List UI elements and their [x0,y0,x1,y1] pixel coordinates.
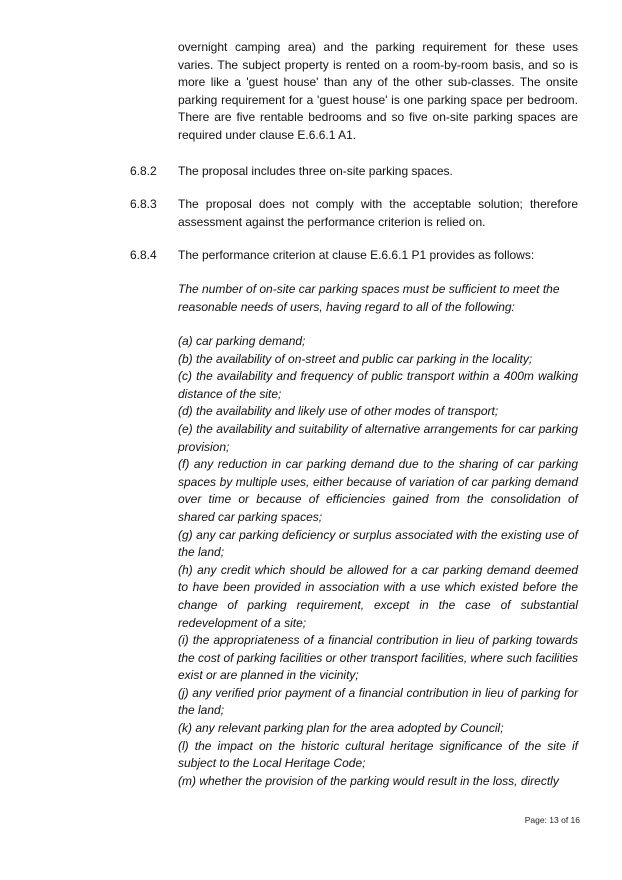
criterion-item: (i) the appropriateness of a financial contribution in lieu of parking towards the cost of parking facilities or other transport facilities, where such facilities exist or are planned in the vicinity; [178,633,578,683]
criterion-item: (j) any verified prior payment of a financial contribution in lieu of parking for the land; [178,685,578,718]
criterion-item: (c) the availability and frequency of public transport within a 400m walking distance of the site; [178,369,578,401]
criterion-item: (e) the availability and suitability of alternative arrangements for car parking provision; [178,421,578,454]
quoted-criterion-intro: The number of on-site car parking spaces must be sufficient to meet the reasonable needs of users, having regard to all of the following: [178,282,560,314]
page-number: Page: 13 of 16 [524,815,580,825]
criterion-item: (g) any car parking deficiency or surplus associated with the existing use of the land; [178,527,578,560]
criterion-item: (m) whether the provision of the parking would result in the loss, directly [178,773,559,788]
clause-text: The proposal includes three on-site parking spaces. [178,164,453,178]
intro-paragraph: overnight camping area) and the parking requirement for these uses varies. The subject property is rented on a room-by-room basis, and so is more like a 'guest house' than any of the other sub-classes. The onsite parking requirement for a 'guest house' is one parking space per bedroom. There are five rentable bedrooms and so five on-site parking spaces are required under clause E.6.6.1 A1. [178,40,578,142]
clause-number: 6.8.2 [130,164,157,178]
clause-number: 6.8.4 [130,248,157,262]
criterion-item: (b) the availability of on-street and public car parking in the locality; [178,351,533,366]
clause-text: The performance criterion at clause E.6.6.1 P1 provides as follows: [178,248,535,262]
criterion-item: (d) the availability and likely use of other modes of transport; [178,404,499,419]
criterion-item: (f) any reduction in car parking demand due to the sharing of car parking spaces by multiple uses, either because of variation of car parking demand over time or because of efficiencies gained from the consolidation of shared car parking spaces; [178,457,578,524]
criterion-item: (k) any relevant parking plan for the area adopted by Council; [178,721,504,736]
criterion-item: (h) any credit which should be allowed for a car parking demand deemed to have been provided in association with a use which existed before the change of parking requirement, except in the case of substantial redevelopment of a site; [178,562,578,630]
clause-text: The proposal does not comply with the acceptable solution; therefore assessment against the performance criterion is relied on. [178,197,578,229]
criterion-item: (l) the impact on the historic cultural heritage significance of the site if subject to the Local Heritage Code; [178,738,578,771]
criterion-item: (a) car parking demand; [178,334,306,348]
criteria-list [178,333,578,790]
clause-number: 6.8.3 [130,197,157,211]
